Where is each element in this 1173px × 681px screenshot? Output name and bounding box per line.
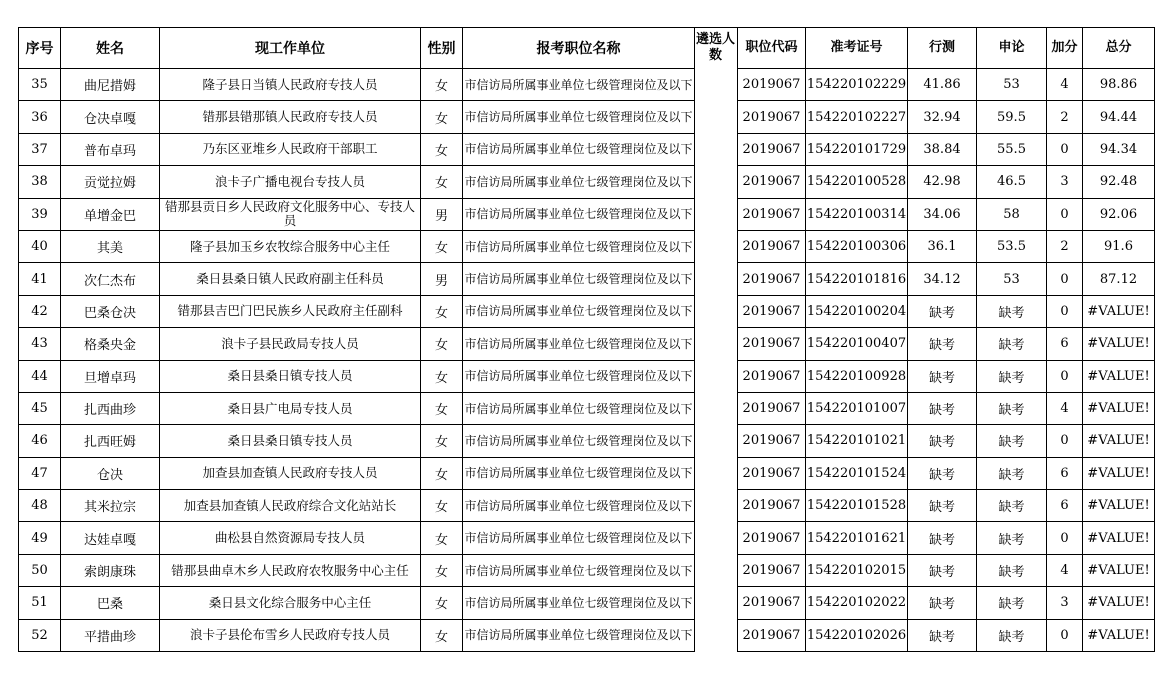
row-position: 市信访局所属事业单位七级管理岗位及以下	[463, 328, 695, 360]
row-sl: 缺考	[977, 457, 1047, 489]
row-ticket: 154220101007	[806, 392, 908, 424]
table-row	[738, 166, 1155, 198]
row-position: 市信访局所属事业单位七级管理岗位及以下	[463, 230, 695, 262]
row-gender: 男	[421, 198, 463, 230]
header-ticket: 准考证号	[806, 28, 908, 69]
table-row	[19, 522, 695, 554]
table-row	[19, 554, 695, 586]
row-unit: 浪卡子县伦布雪乡人民政府专技人员	[160, 619, 421, 651]
row-position: 市信访局所属事业单位七级管理岗位及以下	[463, 101, 695, 133]
table-row	[19, 133, 695, 165]
row-bonus: 6	[1047, 457, 1083, 489]
row-gender: 女	[421, 328, 463, 360]
row-gender: 女	[421, 619, 463, 651]
row-position: 市信访局所属事业单位七级管理岗位及以下	[463, 392, 695, 424]
table-row	[19, 360, 695, 392]
row-unit: 浪卡子县民政局专技人员	[160, 328, 421, 360]
row-seq: 50	[19, 554, 61, 586]
table-row	[738, 69, 1155, 101]
row-sl: 59.5	[977, 101, 1047, 133]
row-sl: 缺考	[977, 522, 1047, 554]
table-row	[19, 425, 695, 457]
row-gender: 男	[421, 263, 463, 295]
row-ticket: 154220102015	[806, 554, 908, 586]
table-row	[19, 198, 695, 230]
row-unit: 桑日县桑日镇专技人员	[160, 425, 421, 457]
row-position: 市信访局所属事业单位七级管理岗位及以下	[463, 263, 695, 295]
row-position: 市信访局所属事业单位七级管理岗位及以下	[463, 490, 695, 522]
row-xc: 缺考	[908, 522, 977, 554]
row-ticket: 154220100528	[806, 166, 908, 198]
table-row	[19, 230, 695, 262]
row-name: 扎西曲珍	[61, 392, 160, 424]
row-position: 市信访局所属事业单位七级管理岗位及以下	[463, 522, 695, 554]
row-total: #VALUE!	[1083, 619, 1155, 651]
header-gender: 性别	[421, 28, 463, 69]
row-code: 2019067	[738, 490, 806, 522]
row-position: 市信访局所属事业单位七级管理岗位及以下	[463, 360, 695, 392]
row-name: 索朗康珠	[61, 554, 160, 586]
row-seq: 42	[19, 295, 61, 327]
header-position: 报考职位名称	[463, 28, 695, 69]
row-unit: 加查县加查镇人民政府专技人员	[160, 457, 421, 489]
row-code: 2019067	[738, 425, 806, 457]
row-bonus: 0	[1047, 263, 1083, 295]
row-bonus: 3	[1047, 166, 1083, 198]
row-total: 91.6	[1083, 230, 1155, 262]
row-total: 94.44	[1083, 101, 1155, 133]
row-unit: 错那县贡日乡人民政府文化服务中心、专技人员	[160, 198, 421, 230]
candidates-table-right	[737, 27, 1155, 652]
row-unit: 错那县错那镇人民政府专技人员	[160, 101, 421, 133]
row-ticket: 154220100306	[806, 230, 908, 262]
row-sl: 缺考	[977, 619, 1047, 651]
row-sl: 缺考	[977, 360, 1047, 392]
row-code: 2019067	[738, 619, 806, 651]
row-xc: 缺考	[908, 360, 977, 392]
row-total: #VALUE!	[1083, 360, 1155, 392]
row-name: 旦增卓玛	[61, 360, 160, 392]
table-row	[738, 263, 1155, 295]
row-gender: 女	[421, 360, 463, 392]
row-name: 其美	[61, 230, 160, 262]
row-bonus: 0	[1047, 425, 1083, 457]
row-total: #VALUE!	[1083, 392, 1155, 424]
row-seq: 37	[19, 133, 61, 165]
row-code: 2019067	[738, 198, 806, 230]
row-unit: 浪卡子广播电视台专技人员	[160, 166, 421, 198]
row-unit: 曲松县自然资源局专技人员	[160, 522, 421, 554]
row-xc: 41.86	[908, 69, 977, 101]
table-row	[738, 230, 1155, 262]
row-gender: 女	[421, 230, 463, 262]
row-xc: 缺考	[908, 619, 977, 651]
header-sl: 申论	[977, 28, 1047, 69]
row-xc: 缺考	[908, 295, 977, 327]
selection-count-column	[694, 27, 737, 68]
row-total: 94.34	[1083, 133, 1155, 165]
row-unit: 乃东区亚堆乡人民政府干部职工	[160, 133, 421, 165]
table-row	[19, 101, 695, 133]
row-name: 格桑央金	[61, 328, 160, 360]
header-selection-count: 遴选人数	[694, 28, 737, 69]
row-position: 市信访局所属事业单位七级管理岗位及以下	[463, 554, 695, 586]
header-code: 职位代码	[738, 28, 806, 69]
row-sl: 58	[977, 198, 1047, 230]
row-seq: 41	[19, 263, 61, 295]
row-code: 2019067	[738, 69, 806, 101]
row-name: 单增金巴	[61, 198, 160, 230]
table-row	[19, 263, 695, 295]
row-code: 2019067	[738, 360, 806, 392]
row-total: 98.86	[1083, 69, 1155, 101]
row-gender: 女	[421, 554, 463, 586]
row-bonus: 4	[1047, 554, 1083, 586]
row-total: 87.12	[1083, 263, 1155, 295]
row-position: 市信访局所属事业单位七级管理岗位及以下	[463, 295, 695, 327]
row-sl: 缺考	[977, 295, 1047, 327]
row-unit: 错那县曲卓木乡人民政府农牧服务中心主任	[160, 554, 421, 586]
row-total: 92.48	[1083, 166, 1155, 198]
table-row	[19, 587, 695, 619]
row-seq: 46	[19, 425, 61, 457]
row-seq: 47	[19, 457, 61, 489]
row-total: #VALUE!	[1083, 457, 1155, 489]
row-total: #VALUE!	[1083, 490, 1155, 522]
row-ticket: 154220100407	[806, 328, 908, 360]
row-gender: 女	[421, 101, 463, 133]
row-bonus: 0	[1047, 522, 1083, 554]
table-row	[19, 392, 695, 424]
row-ticket: 154220101021	[806, 425, 908, 457]
row-name: 巴桑	[61, 587, 160, 619]
table-row	[738, 554, 1155, 586]
row-name: 曲尼措姆	[61, 69, 160, 101]
row-xc: 34.12	[908, 263, 977, 295]
row-name: 达娃卓嘎	[61, 522, 160, 554]
header-row	[738, 28, 1155, 69]
row-unit: 错那县吉巴门巴民族乡人民政府主任副科	[160, 295, 421, 327]
row-xc: 缺考	[908, 328, 977, 360]
header-xc: 行测	[908, 28, 977, 69]
row-seq: 36	[19, 101, 61, 133]
row-ticket: 154220100204	[806, 295, 908, 327]
row-position: 市信访局所属事业单位七级管理岗位及以下	[463, 425, 695, 457]
row-gender: 女	[421, 425, 463, 457]
row-xc: 38.84	[908, 133, 977, 165]
row-code: 2019067	[738, 230, 806, 262]
row-ticket: 154220102026	[806, 619, 908, 651]
row-seq: 40	[19, 230, 61, 262]
row-seq: 48	[19, 490, 61, 522]
row-sl: 53	[977, 263, 1047, 295]
table-row	[738, 392, 1155, 424]
row-gender: 女	[421, 69, 463, 101]
row-unit: 隆子县日当镇人民政府专技人员	[160, 69, 421, 101]
row-code: 2019067	[738, 328, 806, 360]
table-row	[19, 166, 695, 198]
header-total: 总分	[1083, 28, 1155, 69]
row-code: 2019067	[738, 133, 806, 165]
row-ticket: 154220101528	[806, 490, 908, 522]
row-name: 普布卓玛	[61, 133, 160, 165]
row-sl: 53.5	[977, 230, 1047, 262]
row-bonus: 0	[1047, 360, 1083, 392]
row-gender: 女	[421, 133, 463, 165]
row-gender: 女	[421, 166, 463, 198]
table-row	[738, 133, 1155, 165]
row-sl: 缺考	[977, 587, 1047, 619]
row-name: 仓决卓嘎	[61, 101, 160, 133]
row-position: 市信访局所属事业单位七级管理岗位及以下	[463, 69, 695, 101]
row-code: 2019067	[738, 457, 806, 489]
row-bonus: 4	[1047, 69, 1083, 101]
row-position: 市信访局所属事业单位七级管理岗位及以下	[463, 619, 695, 651]
row-seq: 43	[19, 328, 61, 360]
row-xc: 缺考	[908, 490, 977, 522]
row-bonus: 0	[1047, 198, 1083, 230]
row-position: 市信访局所属事业单位七级管理岗位及以下	[463, 166, 695, 198]
table-row	[19, 457, 695, 489]
row-xc: 缺考	[908, 457, 977, 489]
row-unit: 桑日县桑日镇专技人员	[160, 360, 421, 392]
row-sl: 46.5	[977, 166, 1047, 198]
table-row	[738, 619, 1155, 651]
row-bonus: 4	[1047, 392, 1083, 424]
row-code: 2019067	[738, 587, 806, 619]
row-code: 2019067	[738, 295, 806, 327]
row-bonus: 3	[1047, 587, 1083, 619]
table-row	[738, 360, 1155, 392]
row-xc: 36.1	[908, 230, 977, 262]
row-position: 市信访局所属事业单位七级管理岗位及以下	[463, 587, 695, 619]
row-total: #VALUE!	[1083, 554, 1155, 586]
row-name: 仓决	[61, 457, 160, 489]
row-bonus: 0	[1047, 133, 1083, 165]
header-name: 姓名	[61, 28, 160, 69]
row-unit: 桑日县文化综合服务中心主任	[160, 587, 421, 619]
row-sl: 缺考	[977, 425, 1047, 457]
row-total: 92.06	[1083, 198, 1155, 230]
row-sl: 53	[977, 69, 1047, 101]
table-row	[738, 457, 1155, 489]
row-code: 2019067	[738, 554, 806, 586]
row-code: 2019067	[738, 101, 806, 133]
header-row	[19, 28, 695, 69]
row-name: 巴桑仓决	[61, 295, 160, 327]
row-ticket: 154220102227	[806, 101, 908, 133]
row-bonus: 0	[1047, 295, 1083, 327]
row-name: 其米拉宗	[61, 490, 160, 522]
row-xc: 42.98	[908, 166, 977, 198]
header-seq: 序号	[19, 28, 61, 69]
table-row	[738, 198, 1155, 230]
row-unit: 隆子县加玉乡农牧综合服务中心主任	[160, 230, 421, 262]
row-sl: 缺考	[977, 490, 1047, 522]
row-bonus: 2	[1047, 101, 1083, 133]
row-gender: 女	[421, 522, 463, 554]
table-row	[19, 619, 695, 651]
table-row	[19, 490, 695, 522]
row-xc: 缺考	[908, 392, 977, 424]
row-sl: 缺考	[977, 392, 1047, 424]
header-unit: 现工作单位	[160, 28, 421, 69]
row-seq: 44	[19, 360, 61, 392]
row-bonus: 6	[1047, 490, 1083, 522]
row-ticket: 154220100928	[806, 360, 908, 392]
row-ticket: 154220102229	[806, 69, 908, 101]
row-name: 贡觉拉姆	[61, 166, 160, 198]
row-gender: 女	[421, 490, 463, 522]
row-unit: 桑日县桑日镇人民政府副主任科员	[160, 263, 421, 295]
row-seq: 39	[19, 198, 61, 230]
table-row	[738, 490, 1155, 522]
table-row	[738, 522, 1155, 554]
row-total: #VALUE!	[1083, 587, 1155, 619]
row-bonus: 6	[1047, 328, 1083, 360]
row-ticket: 154220100314	[806, 198, 908, 230]
row-ticket: 154220102022	[806, 587, 908, 619]
table-row	[738, 587, 1155, 619]
row-code: 2019067	[738, 392, 806, 424]
row-gender: 女	[421, 587, 463, 619]
row-code: 2019067	[738, 522, 806, 554]
row-position: 市信访局所属事业单位七级管理岗位及以下	[463, 133, 695, 165]
row-gender: 女	[421, 392, 463, 424]
table-row	[738, 328, 1155, 360]
row-ticket: 154220101816	[806, 263, 908, 295]
row-ticket: 154220101621	[806, 522, 908, 554]
row-xc: 32.94	[908, 101, 977, 133]
table-row	[19, 328, 695, 360]
row-code: 2019067	[738, 263, 806, 295]
row-sl: 缺考	[977, 328, 1047, 360]
row-total: #VALUE!	[1083, 328, 1155, 360]
row-xc: 34.06	[908, 198, 977, 230]
table-row	[738, 425, 1155, 457]
row-sl: 55.5	[977, 133, 1047, 165]
row-bonus: 0	[1047, 619, 1083, 651]
row-seq: 38	[19, 166, 61, 198]
row-total: #VALUE!	[1083, 295, 1155, 327]
row-xc: 缺考	[908, 587, 977, 619]
table-row	[19, 69, 695, 101]
row-position: 市信访局所属事业单位七级管理岗位及以下	[463, 457, 695, 489]
row-name: 平措曲珍	[61, 619, 160, 651]
row-seq: 35	[19, 69, 61, 101]
row-name: 扎西旺姆	[61, 425, 160, 457]
row-gender: 女	[421, 457, 463, 489]
row-sl: 缺考	[977, 554, 1047, 586]
row-seq: 45	[19, 392, 61, 424]
row-xc: 缺考	[908, 554, 977, 586]
row-total: #VALUE!	[1083, 522, 1155, 554]
row-gender: 女	[421, 295, 463, 327]
row-seq: 49	[19, 522, 61, 554]
row-code: 2019067	[738, 166, 806, 198]
row-bonus: 2	[1047, 230, 1083, 262]
row-total: #VALUE!	[1083, 425, 1155, 457]
row-unit: 桑日县广电局专技人员	[160, 392, 421, 424]
row-ticket: 154220101729	[806, 133, 908, 165]
row-name: 次仁杰布	[61, 263, 160, 295]
header-bonus: 加分	[1047, 28, 1083, 69]
row-ticket: 154220101524	[806, 457, 908, 489]
row-xc: 缺考	[908, 425, 977, 457]
table-row	[738, 295, 1155, 327]
table-row	[738, 101, 1155, 133]
row-unit: 加查县加查镇人民政府综合文化站站长	[160, 490, 421, 522]
row-seq: 51	[19, 587, 61, 619]
table-row	[19, 295, 695, 327]
row-position: 市信访局所属事业单位七级管理岗位及以下	[463, 198, 695, 230]
candidates-table-left	[18, 27, 695, 652]
row-seq: 52	[19, 619, 61, 651]
